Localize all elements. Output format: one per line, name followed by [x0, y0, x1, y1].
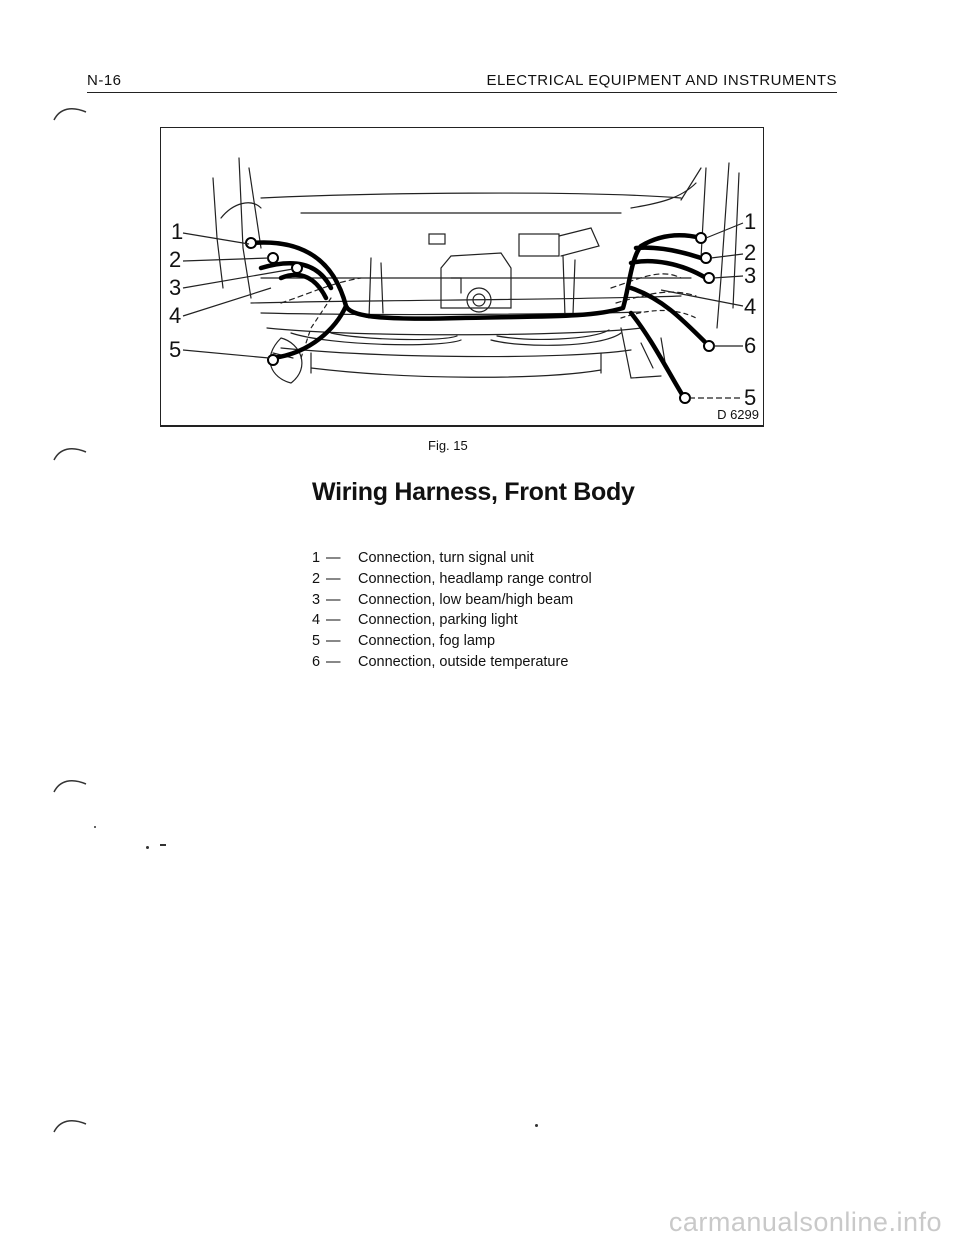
callout-right-2: 2	[744, 240, 757, 265]
legend-item	[312, 548, 592, 569]
margin-mark-2	[52, 440, 92, 464]
legend-dash: —	[326, 612, 341, 629]
watermark: carmanualsonline.info	[668, 1207, 942, 1237]
figure-wiring-harness	[160, 127, 764, 427]
legend-text: Connection, headlamp range control	[358, 571, 592, 588]
margin-mark-3	[52, 772, 92, 796]
legend-text: Connection, parking light	[358, 612, 518, 629]
callout-left-4: 4	[169, 303, 182, 328]
callout-left-3: 3	[169, 275, 182, 300]
legend-number: 3	[312, 591, 321, 608]
callout-right-1: 1	[744, 209, 757, 234]
section-title: Wiring Harness, Front Body	[312, 478, 635, 506]
legend-number: 6	[312, 653, 321, 670]
scan-dot	[535, 1124, 538, 1127]
callout-right-3: 3	[744, 263, 757, 288]
page-header	[87, 70, 837, 93]
callout-left-1: 1	[171, 219, 184, 244]
legend-item	[312, 651, 592, 672]
scan-dot	[146, 846, 149, 849]
legend-dash: —	[326, 571, 341, 588]
callout-left-2: 2	[169, 247, 182, 272]
legend-dash: —	[326, 550, 341, 567]
legend-item	[312, 631, 592, 652]
margin-mark-4	[52, 1112, 92, 1136]
legend-number: 4	[312, 612, 321, 629]
callout-left-5: 5	[169, 337, 182, 362]
legend-text: Connection, low beam/high beam	[358, 591, 574, 608]
callout-right-4: 4	[744, 294, 757, 319]
legend-dash: —	[326, 633, 341, 650]
legend-list	[312, 548, 592, 672]
scan-dot	[94, 826, 96, 828]
legend-item	[312, 589, 592, 610]
legend-text: Connection, outside temperature	[358, 653, 569, 670]
figure-caption: Fig. 15	[428, 438, 468, 453]
scan-dot	[160, 844, 166, 846]
drawing-code: D 6299	[717, 407, 759, 422]
legend-text: Connection, fog lamp	[358, 633, 496, 650]
callout-right-5: 5	[744, 385, 757, 410]
wiring-harness-drawing	[161, 128, 765, 428]
callout-right-6: 6	[744, 333, 757, 358]
legend-item	[312, 610, 592, 631]
legend-dash: —	[326, 591, 341, 608]
legend-text: Connection, turn signal unit	[358, 550, 534, 567]
legend-item	[312, 569, 592, 590]
legend-dash: —	[326, 653, 341, 670]
legend-number: 2	[312, 571, 321, 588]
legend-number: 5	[312, 633, 321, 650]
chapter-title: ELECTRICAL EQUIPMENT AND INSTRUMENTS	[486, 72, 837, 89]
legend-number: 1	[312, 550, 321, 567]
margin-mark-1	[52, 100, 92, 124]
page-number: N-16	[87, 72, 122, 89]
